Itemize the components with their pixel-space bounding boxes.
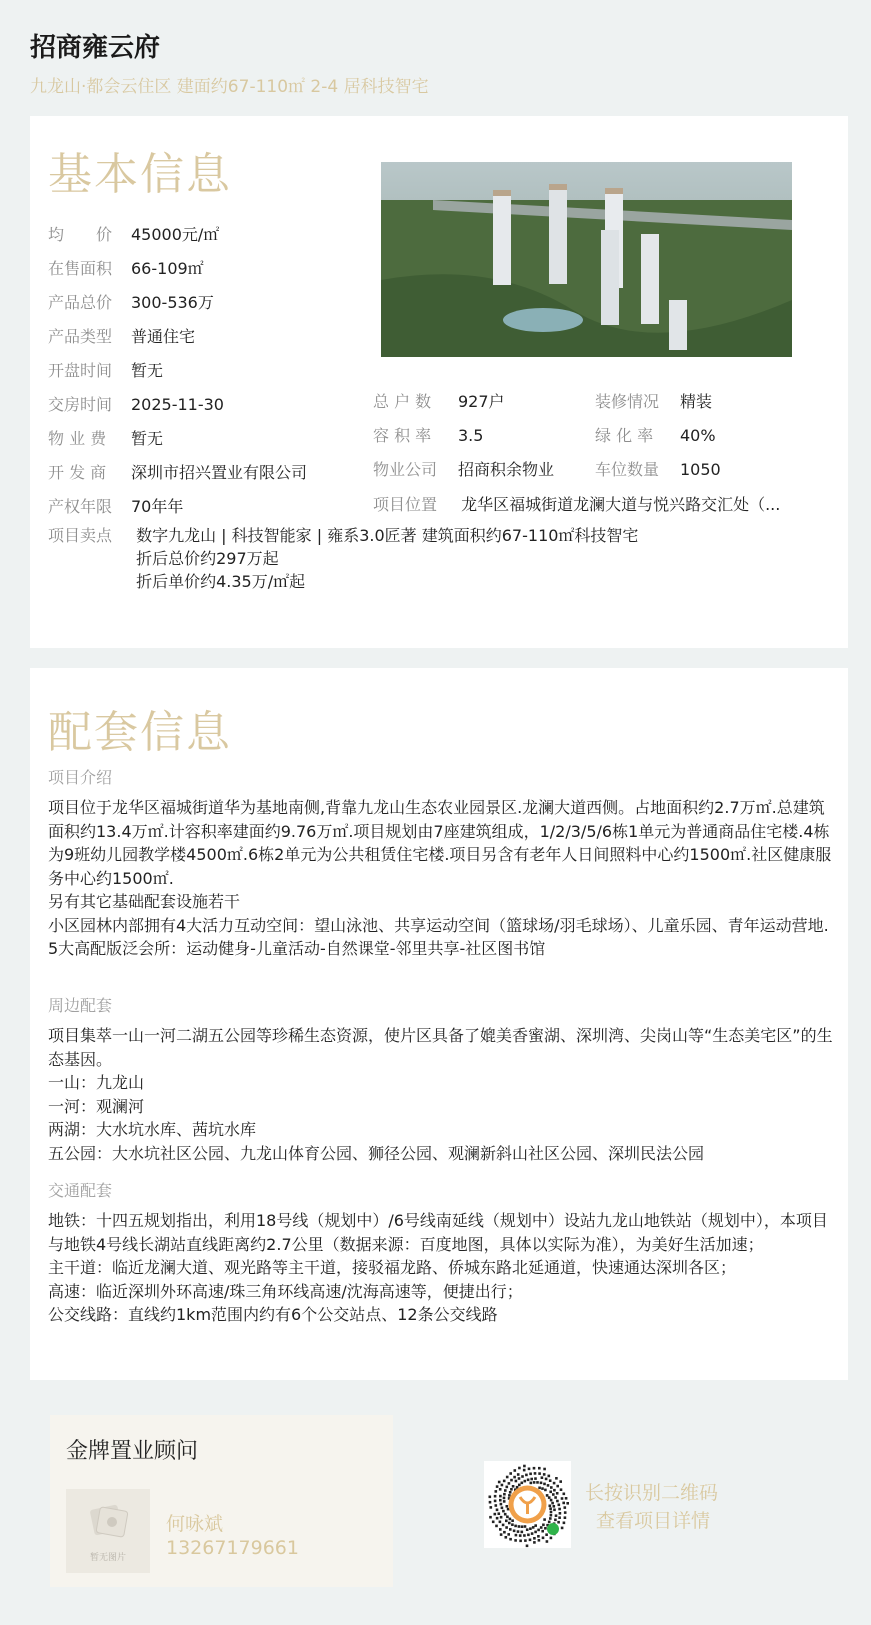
basic-info-value: 暂无 <box>131 429 164 448</box>
basic-info-value: 300-536万 <box>131 293 214 312</box>
qr-hint-line-1: 长按识别二维码 <box>585 1482 719 1504</box>
selling-point-row <box>48 524 638 593</box>
location-label: 项目位置 <box>373 495 438 514</box>
basic-info-value: 暂无 <box>131 361 164 380</box>
basic-info-value: 招商积余物业 <box>458 460 555 479</box>
basic-info-label: 总 户 数 <box>373 392 432 411</box>
basic-info-row <box>48 426 163 449</box>
selling-point-values <box>136 524 638 593</box>
surround-line: 一河：观澜河 <box>48 1096 145 1116</box>
traffic-line: 高速：临近深圳外环高速/珠三角环线高速/沈海高速等，便捷出行； <box>48 1281 523 1301</box>
traffic-paragraph <box>48 1209 834 1327</box>
basic-info-label: 交房时间 <box>48 395 113 414</box>
basic-info-row <box>48 222 219 245</box>
basic-info-label: 产品总价 <box>48 293 113 312</box>
traffic-line: 地铁：十四五规划指出，利用18号线（规划中）/6号线南延线（规划中）设站九龙山地铁站（规划中），本项目与地铁4号线长湖站直线距离约2.7公里（数据来源：百度地图，具体以实际为准），为美好生活加速； <box>48 1211 828 1254</box>
basic-info-value: 2025-11-30 <box>131 395 224 414</box>
basic-info-title: 基本信息 <box>48 149 232 200</box>
basic-info-row <box>48 460 307 483</box>
basic-info-label: 车位数量 <box>595 460 660 479</box>
surround-line: 项目集萃一山一河二湖五公园等珍稀生态资源，使片区具备了媲美香蜜湖、深圳湾、尖岗山等“生态美宅区”的生态基因。 <box>48 1026 833 1069</box>
basic-info-row <box>48 392 224 415</box>
basic-info-label: 装修情况 <box>595 392 660 411</box>
basic-info-label: 产品类型 <box>48 327 113 346</box>
surround-line: 五公园：大水坑社区公园、九龙山体育公园、狮径公园、观澜新斜山社区公园、深圳民法公园 <box>48 1143 705 1163</box>
basic-info-label: 产权年限 <box>48 497 113 516</box>
intro-heading: 项目介绍 <box>48 768 113 787</box>
basic-info-row <box>373 457 721 480</box>
location-value: 龙华区福城街道龙澜大道与悦兴路交汇处（... <box>461 495 781 514</box>
traffic-line: 主干道：临近龙澜大道、观光路等主干道，接驳福龙路、侨城东路北延通道，快速通达深圳各区； <box>48 1258 737 1277</box>
avatar-caption: 暂无图片 <box>89 1553 126 1563</box>
intro-line: 另有其它基础配套设施若干 <box>48 892 241 911</box>
qr-code-icon <box>484 1461 571 1548</box>
selling-point-label: 项目卖点 <box>48 526 113 545</box>
support-info-card <box>30 668 848 1380</box>
basic-info-label: 物 业 费 <box>48 429 107 448</box>
basic-info-row <box>48 324 195 347</box>
basic-info-value: 精装 <box>680 392 713 411</box>
basic-info-value: 40% <box>680 426 716 445</box>
basic-info-value: 1050 <box>680 460 721 479</box>
intro-line: 小区园林内部拥有4大活力互动空间：望山泳池、共享运动空间（篮球场/羽毛球场）、儿童乐园、青年运动营地. <box>48 915 829 935</box>
intro-line: 项目位于龙华区福城街道华为基地南侧,背靠九龙山生态农业园景区.龙澜大道西侧。占地面积约2.7万㎡.总建筑面积约13.4万㎡.计容积率建面约9.76万㎡.项目规划由7座建筑组成，1/2/3/5/6栋1单元为普通商品住宅楼.4栋为9班幼儿园教学楼4500㎡.6栋2单元为公共租赁住宅楼.项目另含有老年人日间照料中心约1500㎡.社区健康服务中心约1500㎡. <box>48 798 832 888</box>
header <box>0 0 871 110</box>
basic-info-label: 在售面积 <box>48 259 113 278</box>
qr-code[interactable] <box>484 1461 571 1548</box>
advisor-avatar <box>66 1489 150 1573</box>
basic-info-row <box>48 494 183 517</box>
advisor-name: 何咏斌 <box>166 1513 224 1535</box>
traffic-line: 公交线路：直线约1km范围内约有6个公交站点、12条公交线路 <box>48 1305 498 1324</box>
traffic-heading: 交通配套 <box>48 1181 113 1200</box>
intro-paragraph <box>48 796 834 961</box>
basic-info-value: 3.5 <box>458 426 484 445</box>
basic-info-row <box>373 389 712 412</box>
selling-point-line: 折后单价约4.35万/㎡起 <box>136 572 306 591</box>
support-info-title: 配套信息 <box>48 707 232 758</box>
basic-info-card <box>30 116 848 648</box>
advisor-card[interactable] <box>50 1415 393 1587</box>
basic-info-label: 均 价 <box>48 225 113 244</box>
intro-line: 5大高配版泛会所：运动健身-儿童活动-自然课堂-邻里共享-社区图书馆 <box>48 939 546 958</box>
qr-hint-line-2: 查看项目详情 <box>596 1510 711 1532</box>
surround-line: 两湖：大水坑水库、茜坑水库 <box>48 1120 257 1139</box>
basic-info-value: 深圳市招兴置业有限公司 <box>131 463 308 482</box>
surround-heading: 周边配套 <box>48 996 113 1015</box>
basic-info-label: 物业公司 <box>373 460 438 479</box>
basic-info-row <box>48 290 214 313</box>
aerial-view-image <box>373 160 800 366</box>
basic-info-label: 容 积 率 <box>373 426 432 445</box>
basic-info-value: 70年年 <box>131 497 184 516</box>
surround-paragraph <box>48 1024 834 1165</box>
basic-info-value: 927户 <box>458 392 505 411</box>
basic-info-value: 66-109㎡ <box>131 259 204 278</box>
project-subtitle: 九龙山·都会云住区 建面约67-110㎡ 2-4 居科技智宅 <box>30 77 429 97</box>
project-title: 招商雍云府 <box>30 33 161 63</box>
basic-info-row <box>48 358 163 381</box>
basic-info-row <box>373 423 716 446</box>
basic-info-value: 45000元/㎡ <box>131 225 220 244</box>
basic-info-value: 普通住宅 <box>131 327 196 346</box>
selling-point-line: 折后总价约297万起 <box>136 549 279 568</box>
surround-line: 一山：九龙山 <box>48 1073 145 1092</box>
project-photo <box>373 160 800 366</box>
selling-point-line: 数字九龙山 | 科技智能家 | 雍系3.0匠著 建筑面积约67-110㎡科技智宅 <box>136 526 639 545</box>
location-row <box>373 492 780 515</box>
advisor-phone[interactable]: 13267179661 <box>166 1537 299 1559</box>
advisor-title: 金牌置业顾问 <box>66 1439 199 1464</box>
basic-info-label: 开 发 商 <box>48 463 107 482</box>
basic-info-label: 开盘时间 <box>48 361 113 380</box>
basic-info-row <box>48 256 204 279</box>
basic-info-label: 绿 化 率 <box>595 426 654 445</box>
